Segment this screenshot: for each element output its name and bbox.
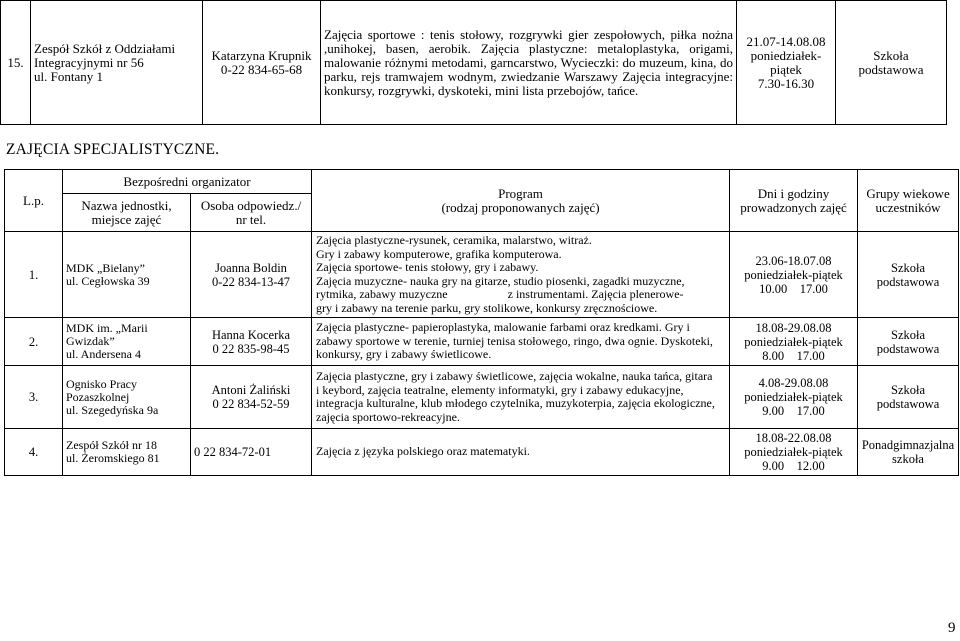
row-unit: MDK „Bielany” ul. Cegłowska 39: [63, 232, 191, 318]
row-program: Zajęcia plastyczne- papieroplastyka, malowanie farbami oraz kredkami. Gry i zabawy sportowe w terenie, turniej tenisa stołowego, ringo, dwa ognie. Dyskoteki, konkursy, gry i zabawy świetlicowe.: [312, 318, 730, 366]
row-days: 23.06-18.07.08 poniedziałek-piątek 10.00 17.00: [730, 232, 858, 318]
row-lp: 2.: [5, 318, 63, 366]
row-unit: Ognisko Pracy Pozaszkolnej ul. Szegedyńska 9a: [63, 366, 191, 429]
row-lp: 3.: [5, 366, 63, 429]
top-table: [0, 0, 947, 125]
table-row: [5, 429, 959, 476]
row-days: 18.08-29.08.08 poniedziałek-piątek 8.00 17.00: [730, 318, 858, 366]
row-lp: 1.: [5, 232, 63, 318]
header-unit: Nazwa jednostki, miejsce zajęć: [63, 194, 191, 232]
row-group: Szkoła podstawowa: [858, 318, 959, 366]
organizer-cell: Katarzyna Krupnik 0-22 834-65-68: [203, 1, 321, 125]
page-number: 9: [948, 620, 956, 636]
row-person: 0 22 834-72-01: [191, 429, 312, 476]
row-group: Ponadgimnazjalna szkoła: [858, 429, 959, 476]
section-title: ZAJĘCIA SPECJALISTYCZNE.: [6, 141, 220, 158]
header-days: Dni i godziny prowadzonych zajęć: [730, 170, 858, 232]
row-group: Szkoła podstawowa: [858, 366, 959, 429]
header-groups: Grupy wiekowe uczestników: [858, 170, 959, 232]
table-row: [1, 1, 947, 125]
row-group: Szkoła podstawowa: [858, 232, 959, 318]
header-organizer: Bezpośredni organizator: [63, 170, 312, 194]
group-cell: Szkoła podstawowa: [836, 1, 947, 125]
table-row: [5, 366, 959, 429]
header-person: Osoba odpowiedz./ nr tel.: [191, 194, 312, 232]
dates-cell: 21.07-14.08.08 poniedziałek-piątek 7.30-16.30: [737, 1, 836, 125]
header-program: Program (rodzaj proponowanych zajęć): [312, 170, 730, 232]
row-days: 4.08-29.08.08 poniedziałek-piątek 9.00 17.00: [730, 366, 858, 429]
row-person: Joanna Boldin 0-22 834-13-47: [191, 232, 312, 318]
school-cell: Zespół Szkół z Oddziałami Integracyjnymi nr 56 ul. Fontany 1: [31, 1, 203, 125]
lp-cell: 15.: [1, 1, 31, 125]
row-person: Antoni Żaliński 0 22 834-52-59: [191, 366, 312, 429]
specialist-table: [4, 169, 959, 476]
row-days: 18.08-22.08.08 poniedziałek-piątek 9.00 12.00: [730, 429, 858, 476]
row-unit: Zespół Szkół nr 18 ul. Żeromskiego 81: [63, 429, 191, 476]
header-lp: L.p.: [5, 170, 63, 232]
row-program: Zajęcia plastyczne-rysunek, ceramika, malarstwo, witraż. Gry i zabawy komputerowe, grafika komputerowa. Zajęcia sportowe- tenis stołowy, gry i zabawy. Zajęcia muzyczne- nauka gry na gitarze, studio piosenki, zagadki muzyczne, rytmika, zabawy muzyczne z instrumentami. Zajęcia plenerowe- gry i zabawy na terenie parku, gry stolikowe, konkursy zręcznościowe.: [312, 232, 730, 318]
row-lp: 4.: [5, 429, 63, 476]
table-row: [5, 232, 959, 318]
program-cell: Zajęcia sportowe : tenis stołowy, rozgrywki gier zespołowych, piłka nożna ,unihokej, basen, aerobik. Zajęcia plastyczne: metaloplastyka, origami, malowanie różnymi metodami, garncarstwo, Wycieczki: do muzeum, kina, do parku, rejs tramwajem wodnym, zwiedzanie Warszawy Zajęcia integracyjne: konkursy, rozgrywki, dyskoteki, mini lista przebojów, tańce.: [321, 1, 737, 125]
row-program: Zajęcia plastyczne, gry i zabawy świetlicowe, zajęcia wokalne, nauka tańca, gitara i keybord, zajęcia teatralne, elementy informatyki, gry i zabawy edukacyjne, integracja kulturalne, klub młodego czytelnika, muzykoterpia, zajęcia ekologiczne, zajęcia sportowo-rekreacyjne.: [312, 366, 730, 429]
row-person: Hanna Kocerka 0 22 835-98-45: [191, 318, 312, 366]
table-row: [5, 318, 959, 366]
row-unit: MDK im. „Marii Gwizdak” ul. Andersena 4: [63, 318, 191, 366]
row-program: Zajęcia z języka polskiego oraz matematyki.: [312, 429, 730, 476]
header-row: [5, 170, 959, 194]
